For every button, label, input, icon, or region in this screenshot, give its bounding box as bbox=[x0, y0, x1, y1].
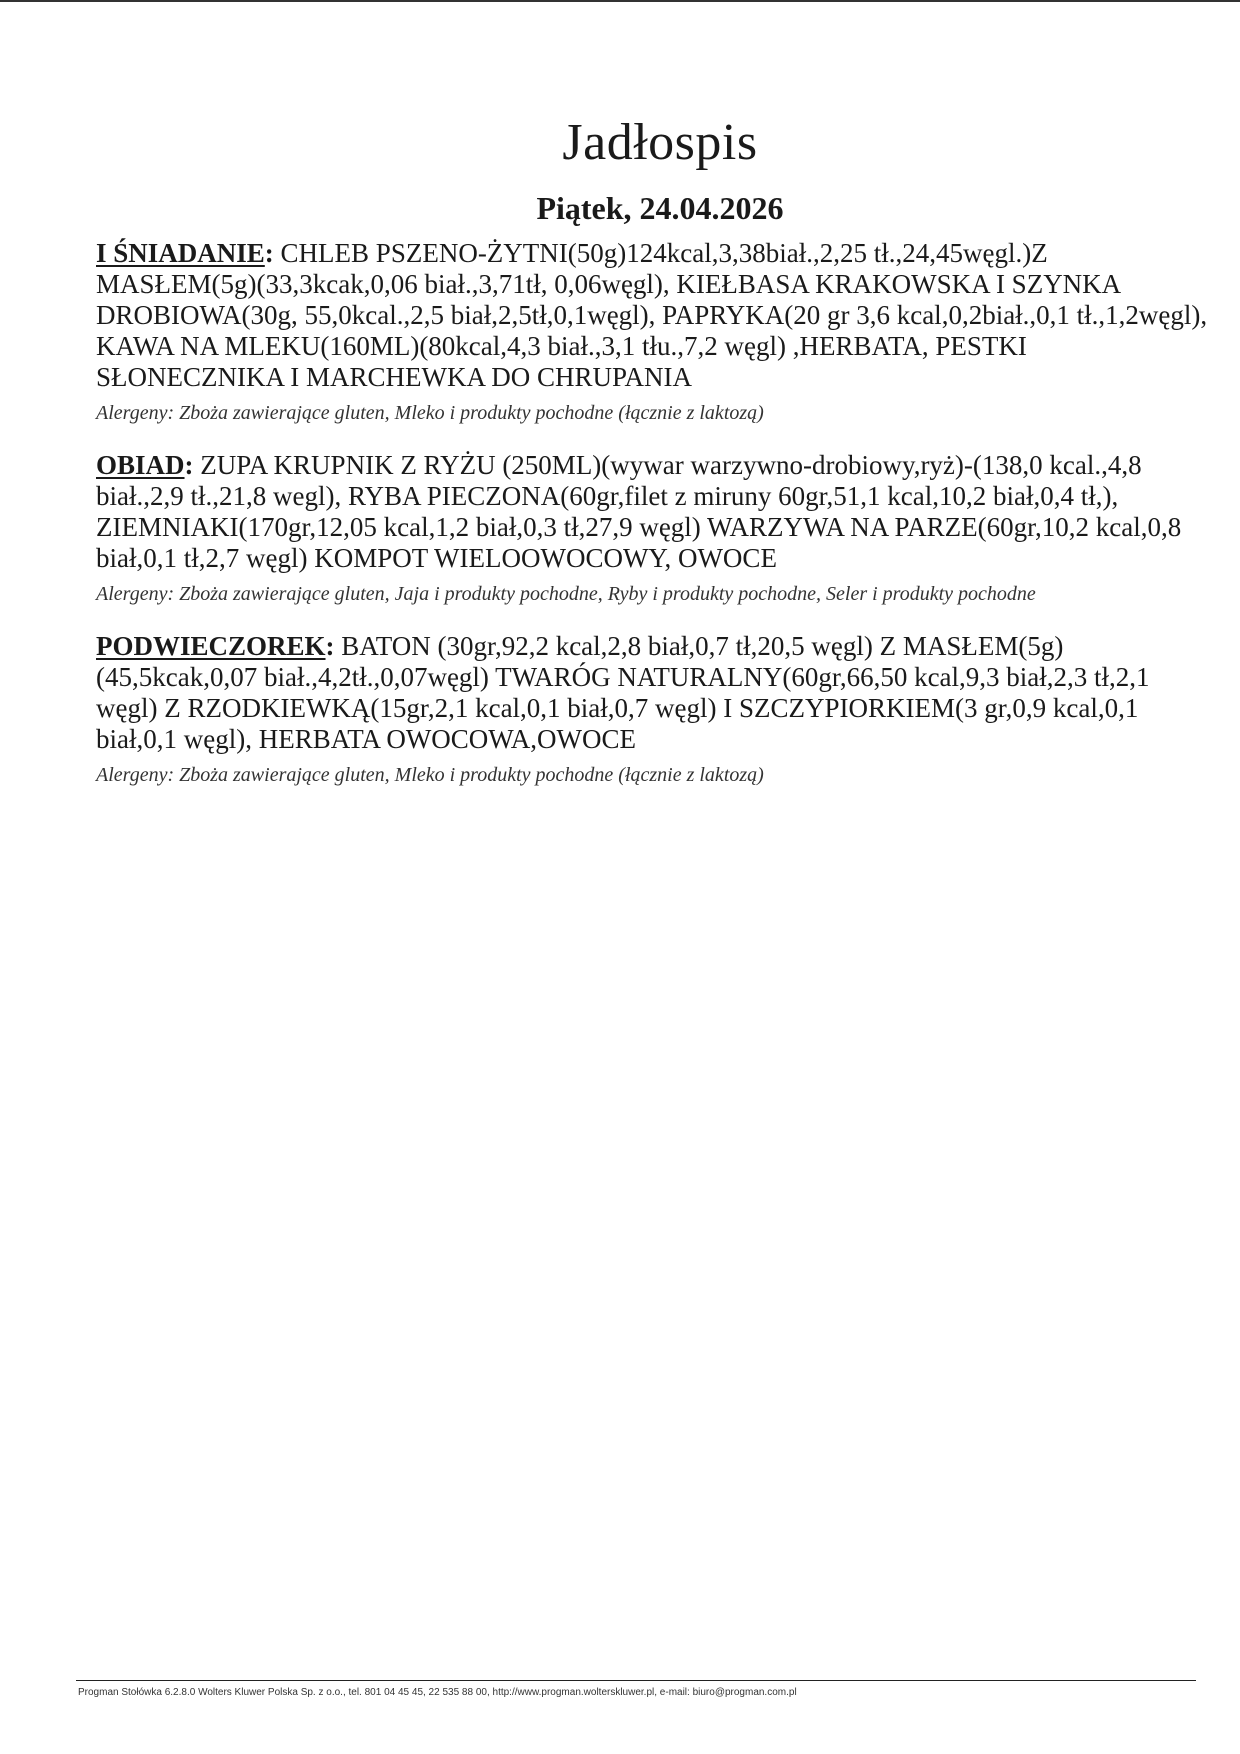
meal-items: CHLEB PSZENO-ŻYTNI(50g)124kcal,3,38biał.,2,25 tł.,24,45węgl.)Z MASŁEM(5g)(33,3kcak,0,06 biał.,3,71tł, 0,06węgl), KIEŁBASA KRAKOWSKA I SZYNKA DROBIOWA(30g, 55,0kcal.,2,5 biał,2,5tł,0,1węgl), PAPRYKA(20 gr 3,6 kcal,0,2biał.,0,1 tł.,1,2węgl), KAWA NA MLEKU(160ML)(80kcal,4,3 biał.,3,1 tłu.,7,2 węgl) ,HERBATA, PESTKI SŁONECZNIKA I MARCHEWKA DO CHRUPANIA bbox=[96, 238, 1208, 392]
meal-items: ZUPA KRUPNIK Z RYŻU (250ML)(wywar warzywno-drobiowy,ryż)-(138,0 kcal.,4,8 biał.,2,9 tł.,21,8 wegl), RYBA PIECZONA(60gr,filet z miruny 60gr,51,1 kcal,10,2 biał,0,4 tł,), ZIEMNIAKI(170gr,12,05 kcal,1,2 biał,0,3 tł,27,9 węgl) WARZYWA NA PARZE(60gr,10,2 kcal,0,8 biał,0,1 tł,2,7 węgl) KOMPOT WIELOOWOCOWY, OWOCE bbox=[96, 450, 1182, 573]
meal-label: I ŚNIADANIE bbox=[96, 238, 265, 268]
meal-afternoon-snack bbox=[96, 631, 1214, 788]
footer-text: Progman Stołówka 6.2.8.0 Wolters Kluwer Polska Sp. z o.o., tel. 801 04 45 45, 22 535 88 00, http://www.progman.wolterskluwer.pl, e-mail: biuro@progman.com.pl bbox=[78, 1687, 797, 1698]
menu-date: Piątek, 24.04.2026 bbox=[536, 190, 784, 226]
meal-lunch bbox=[96, 450, 1214, 607]
meal-items: BATON (30gr,92,2 kcal,2,8 biał,0,7 tł,20,5 węgl) Z MASŁEM(5g)(45,5kcak,0,07 biał.,4,2tł.,0,07węgl) TWARÓG NATURALNY(60gr,66,50 kcal,9,3 biał,2,3 tł,2,1 węgl) Z RZODKIEWKĄ(15gr,2,1 kcal,0,1 biał,0,7 węgl) I SZCZYPIORKIEM(3 gr,0,9 kcal,0,1 biał,0,1 węgl), HERBATA OWOCOWA,OWOCE bbox=[96, 631, 1150, 754]
meal-allergens: Alergeny: Zboża zawierające gluten, Mleko i produkty pochodne (łącznie z laktozą) bbox=[96, 402, 764, 424]
meal-label-colon: : bbox=[325, 631, 335, 661]
meal-description bbox=[96, 631, 1214, 755]
menu-content bbox=[96, 238, 1214, 788]
footer-divider bbox=[76, 1680, 1196, 1681]
meal-description bbox=[96, 450, 1214, 574]
meal-breakfast bbox=[96, 238, 1214, 426]
meal-label: OBIAD bbox=[96, 450, 185, 480]
page-top-edge bbox=[0, 0, 1240, 2]
meal-description bbox=[96, 238, 1214, 393]
meal-label-colon: : bbox=[184, 450, 194, 480]
meal-label: PODWIECZOREK bbox=[96, 631, 326, 661]
meal-allergens: Alergeny: Zboża zawierające gluten, Mleko i produkty pochodne (łącznie z laktozą) bbox=[96, 764, 764, 786]
page-title: Jadłospis bbox=[562, 113, 758, 171]
meal-allergens: Alergeny: Zboża zawierające gluten, Jaja i produkty pochodne, Ryby i produkty pochodne, Seler i produkty pochodne bbox=[96, 583, 1036, 605]
meal-label-colon: : bbox=[264, 238, 274, 268]
